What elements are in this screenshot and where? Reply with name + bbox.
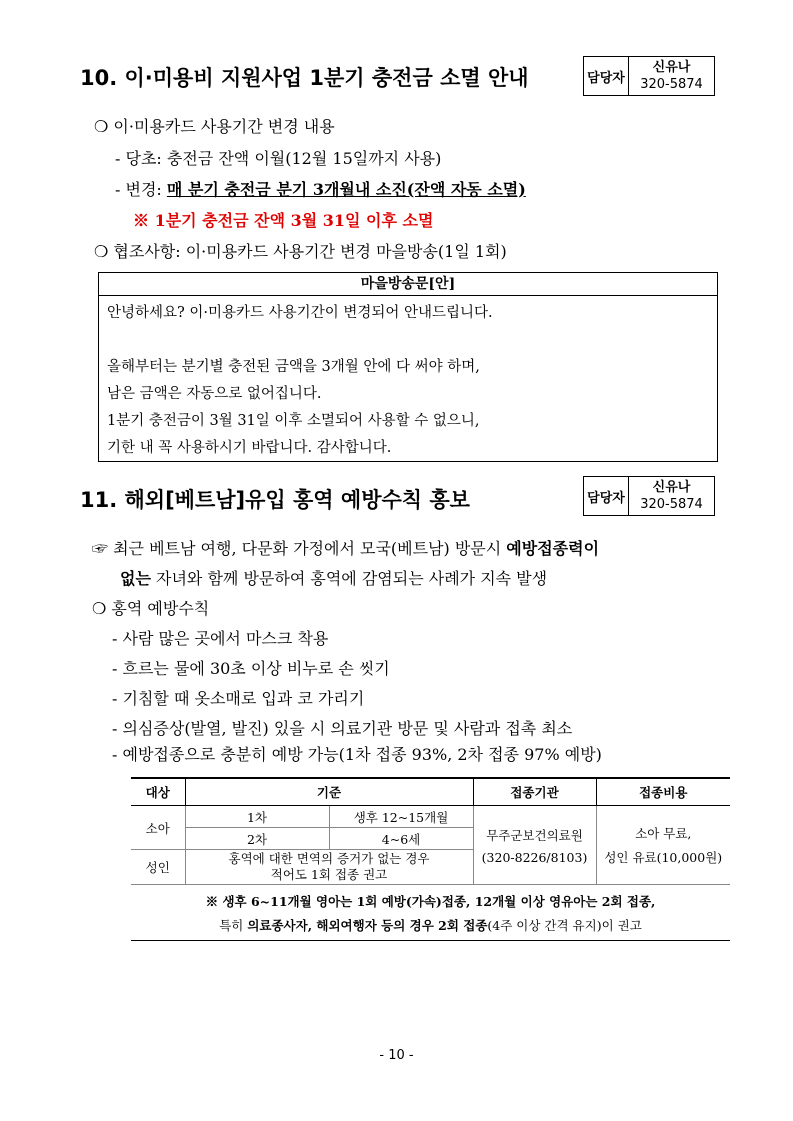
cost-adult: 성인 유료(10,000원): [604, 850, 723, 865]
manager-phone: 320-5874: [640, 77, 703, 92]
target-adult: 성인: [131, 850, 185, 885]
intro-text: 자녀와 함께 방문하여 홍역에 감염되는 사례가 지속 발생: [150, 569, 548, 588]
vaccine-note-2: [131, 916, 730, 934]
manager-label: 담당자: [584, 57, 629, 95]
manager-label: 담당자: [584, 477, 629, 515]
rule-item: - 기침할 때 옷소매로 입과 코 가리기: [112, 689, 365, 708]
note-text: (4주 이상 간격 유지)이 권고: [487, 918, 642, 933]
change-prefix: - 변경:: [115, 180, 167, 199]
section11-title: 11. 해외[베트남]유입 홍역 예방수칙 홍보: [80, 488, 470, 512]
broadcast-line: 남은 금액은 자동으로 없어집니다.: [107, 386, 322, 402]
note-bold: 의료종사자, 해외여행자 등의 경우 2회 접종: [247, 918, 488, 933]
broadcast-line: 올해부터는 분기별 충전된 금액을 3개월 안에 다 써야 하며,: [107, 359, 480, 375]
cooperation-bullet: ❍ 협조사항: 이·미용카드 사용기간 변경 마을방송(1일 1회): [94, 242, 507, 261]
adult-criteria-line: 적어도 1회 접종 권고: [270, 867, 388, 882]
intro-bold: 없는: [120, 569, 151, 588]
intro-text: ☞ 최근 베트남 여행, 다문화 가정에서 모국(베트남) 방문시: [92, 539, 507, 558]
agency-phone: (320-8226/8103): [481, 849, 588, 865]
section10-manager-box: [583, 56, 715, 96]
broadcast-line: 기한 내 꼭 사용하시기 바랍니다. 감사합니다.: [107, 440, 392, 456]
table-header: 기준: [185, 778, 473, 806]
cost-child: 소아 무료,: [635, 826, 692, 841]
cost-cell: [596, 806, 730, 885]
page-number: - 10 -: [379, 1048, 414, 1063]
vaccination-table: [131, 777, 730, 885]
adult-criteria-line: 홍역에 대한 면역의 증거가 없는 경우: [228, 851, 430, 866]
expiry-warning: ※ 1분기 충전금 잔액 3월 31일 이후 소멸: [133, 211, 434, 230]
rule-item: - 의심증상(발열, 발진) 있을 시 의료기관 방문 및 사람과 접촉 최소: [112, 719, 573, 738]
broadcast-line: 안녕하세요? 이·미용카드 사용기간이 변경되어 안내드립니다.: [107, 305, 493, 321]
table-header: 대상: [131, 778, 185, 806]
note-text: 특히: [219, 918, 248, 933]
broadcast-line: 1분기 충전금이 3월 31일 이후 소멸되어 사용할 수 없으니,: [107, 413, 480, 429]
vaccine-note-1: ※ 생후 6~11개월 영아는 1회 예방(가속)접종, 12개월 이상 영유아는 2회 접종,: [205, 894, 656, 909]
change-text: 매 분기 충전금 분기 3개월내 소진(잔액 자동 소멸): [166, 180, 526, 199]
rule-item: - 예방접종으로 충분히 예방 가능(1차 접종 93%, 2차 접종 97% 예방): [112, 745, 602, 764]
dose1: 1차: [185, 806, 329, 828]
adult-criteria: [185, 850, 473, 885]
measles-intro-line1: [92, 536, 599, 559]
card-period-bullet: ❍ 이·미용카드 사용기간 변경 내용: [94, 117, 335, 136]
rule-item: - 사람 많은 곳에서 마스크 착용: [112, 629, 329, 648]
section10-title: 10. 이·미용비 지원사업 1분기 충전금 소멸 안내: [80, 66, 529, 90]
original-policy: - 당초: 충전금 잔액 이월(12월 15일까지 사용): [115, 149, 442, 168]
manager-phone: 320-5874: [640, 497, 703, 512]
measles-intro-line2: [120, 566, 547, 589]
intro-bold: 예방접종력이: [506, 539, 600, 558]
agency-cell: [473, 806, 596, 885]
table-header: 접종비용: [596, 778, 730, 806]
prevention-bullet: ❍ 홍역 예방수칙: [92, 599, 210, 618]
changed-policy: [115, 177, 526, 200]
broadcast-box: [98, 272, 718, 462]
dose1-age: 생후 12~15개월: [329, 806, 473, 828]
section11-manager-box: [583, 476, 715, 516]
table-bottom-rule: [131, 940, 730, 941]
target-child: 소아: [131, 806, 185, 850]
manager-name: 신유나: [652, 60, 691, 75]
rule-item: - 흐르는 물에 30초 이상 비누로 손 씻기: [112, 659, 390, 678]
dose2-age: 4~6세: [329, 828, 473, 850]
agency-name: 무주군보건의료원: [486, 827, 583, 843]
dose2: 2차: [185, 828, 329, 850]
broadcast-title: 마을방송문[안]: [99, 273, 717, 296]
table-header: 접종기관: [473, 778, 596, 806]
manager-name: 신유나: [652, 480, 691, 495]
